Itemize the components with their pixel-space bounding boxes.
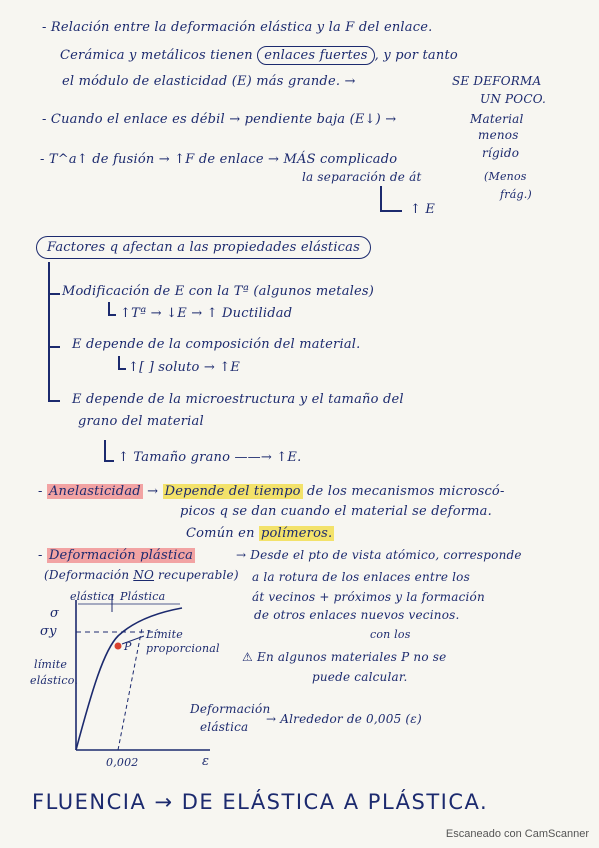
factor-sub: ↑[ ] soluto → ↑E: [128, 360, 241, 375]
text-span: Cerámica y metálicos tienen: [60, 48, 253, 63]
x-tick-label: 0,002: [106, 756, 139, 769]
warning-icon: ⚠: [242, 650, 253, 664]
annotation: Límite: [146, 628, 183, 641]
note-deforma: UN POCO.: [480, 92, 547, 106]
text-line: → Desde el pto de vista atómico, corresponde: [236, 548, 522, 562]
text-span: NO: [133, 568, 155, 582]
factor-item: grano del material: [78, 414, 204, 429]
note-material: rígido: [482, 146, 520, 160]
text-line: picos q se dan cuando el material se deforma.: [180, 504, 492, 519]
circled-text: enlaces fuertes: [257, 46, 374, 65]
note-deforma: SE DEFORMA: [452, 74, 542, 88]
anelasticidad-label: Anelasticidad: [48, 484, 141, 499]
annotation: límite: [34, 658, 68, 671]
highlight-text: Depende del tiempo: [164, 484, 301, 499]
text-span: En algunos materiales P no se: [256, 650, 447, 664]
highlight-text: polímeros.: [261, 526, 333, 541]
note-material: frág.): [500, 188, 532, 201]
text-line: ↑ E: [410, 202, 436, 217]
text-span: , y por tanto: [374, 48, 458, 63]
text-line: elástica: [200, 720, 249, 734]
note-material: Material: [470, 112, 524, 126]
zone-label: elástica: [70, 590, 115, 603]
factor-sub: ↑Tª → ↓E → ↑ Ductilidad: [120, 306, 293, 321]
factor-item: E depende de la composición del material.: [72, 337, 361, 352]
text-line: con los: [370, 628, 411, 641]
note-material: menos: [478, 128, 519, 142]
text-line: Deformación: [190, 702, 271, 716]
text-line: de otros enlaces nuevos vecinos.: [254, 608, 460, 622]
point-label: P: [124, 640, 132, 653]
factor-item: Modificación de E con la Tª (algunos metales): [62, 284, 375, 299]
axis-label: σy: [40, 624, 57, 639]
annotation: elástico.: [30, 674, 79, 687]
text-span: recuperable): [158, 568, 239, 582]
factors-title: Factores q afectan a las propiedades elásticas: [36, 236, 371, 259]
arrow: →: [147, 484, 159, 499]
annotation: proporcional: [146, 642, 220, 655]
warning-text: puede calcular.: [312, 670, 408, 684]
scanner-watermark: Escaneado con CamScanner: [445, 828, 589, 840]
text-span: -: [38, 548, 47, 563]
fluencia-title: FLUENCIA → DE ELÁSTICA A PLÁSTICA.: [32, 790, 489, 814]
text-span: de los mecanismos microscó-: [307, 484, 505, 499]
text-line: la separación de át: [302, 170, 422, 184]
text-span: -: [38, 484, 47, 499]
text-line: - Cuando el enlace es débil → pendiente baja (E↓) →: [42, 112, 397, 127]
text-line: át vecinos + próximos y la formación: [252, 590, 485, 604]
axis-label: ε: [202, 754, 210, 769]
factor-item: E depende de la microestructura y el tamaño del: [72, 392, 404, 407]
factor-sub: ↑ Tamaño grano ——→ ↑E.: [118, 450, 302, 465]
text-span: Común en: [186, 526, 255, 541]
axis-label: σ: [50, 606, 60, 621]
text-line: - T^a↑ de fusión → ↑F de enlace → MÁS complicado: [40, 152, 398, 167]
proportional-limit-point: [115, 643, 122, 650]
text-line: - Relación entre la deformación elástica y la F del enlace.: [42, 20, 433, 35]
text-line: → Alrededor de 0,005 (ε): [266, 712, 422, 726]
text-line: el módulo de elasticidad (E) más grande. →: [62, 74, 356, 89]
text-line: a la rotura de los enlaces entre los: [252, 570, 470, 584]
zone-label: Plástica: [120, 590, 166, 603]
text-span: (Deformación: [44, 568, 130, 582]
plastica-label: Deformación plástica: [48, 548, 194, 563]
note-material: (Menos: [484, 170, 527, 183]
